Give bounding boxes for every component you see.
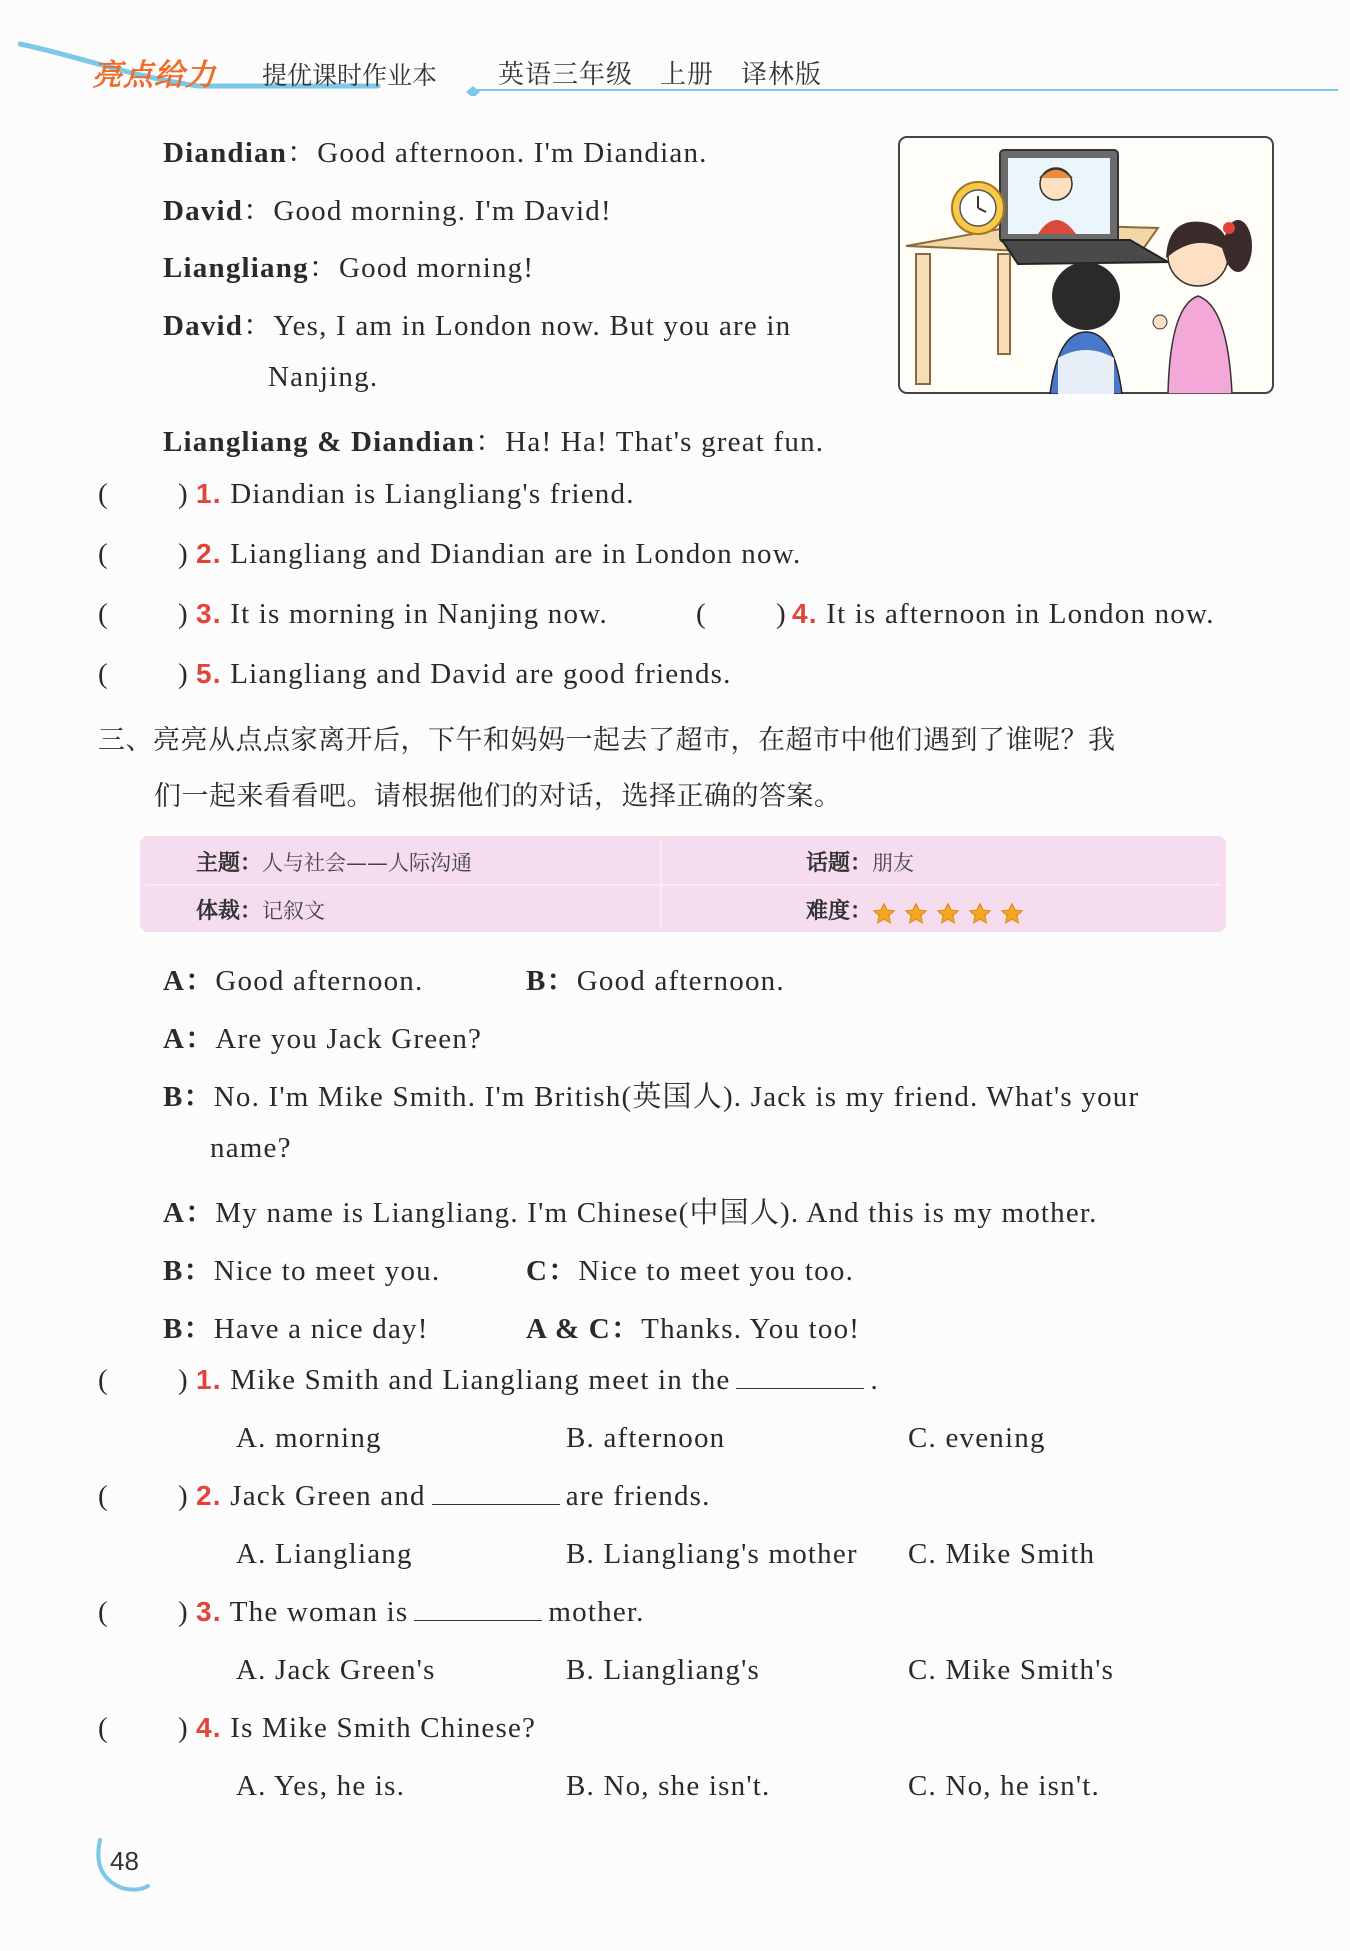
answer-blank[interactable] [414, 1596, 542, 1621]
mc-option-4b[interactable]: B. No, she isn't. [566, 1770, 771, 1802]
illustration-video-call [898, 136, 1274, 394]
answer-paren-open: ( [98, 1596, 108, 1628]
page-number: 48 [110, 1846, 139, 1876]
answer-paren-close: ) [178, 658, 188, 690]
tf-question-5: 5. Liangliang and David are good friends. [196, 658, 732, 690]
mc-option-3b[interactable]: B. Liangliang's [566, 1654, 760, 1686]
answer-paren-close: ) [776, 598, 786, 630]
answer-paren-close: ) [178, 1596, 188, 1628]
answer-blank[interactable] [736, 1364, 864, 1389]
dialogue1-line-3: Liangliang：Good morning! [163, 252, 535, 284]
dialogue1-line-4-cont: Nanjing. [268, 361, 379, 393]
star-icon [904, 902, 928, 926]
answer-paren-open: ( [98, 658, 108, 690]
answer-paren-open: ( [98, 598, 108, 630]
answer-paren-open: ( [98, 478, 108, 510]
answer-paren-close: ) [178, 598, 188, 630]
tf-question-3: 3. It is morning in Nanjing now. [196, 598, 608, 630]
mc-option-4a[interactable]: A. Yes, he is. [236, 1770, 406, 1802]
dialogue2-line-9: A & C：Thanks. You too! [526, 1313, 861, 1345]
answer-paren-open: ( [98, 1480, 108, 1512]
mc-option-1a[interactable]: A. morning [236, 1422, 382, 1454]
section3-instructions-line1: 三、亮亮从点点家离开后，下午和妈妈一起去了超市，在超市中他们遇到了谁呢？我 [98, 725, 1116, 756]
dialogue2-line-5: A：My name is Liangliang. I'm Chinese(中国人). And this is my mother. [163, 1197, 1098, 1229]
difficulty-stars [872, 903, 1032, 922]
mc-option-2b[interactable]: B. Liangliang's mother [566, 1538, 858, 1570]
book-title: 英语三年级 上册 译林版 [498, 60, 823, 90]
tf-question-2: 2. Liangliang and Diandian are in London now. [196, 538, 802, 570]
info-theme: 主题：人与社会——人际沟通 [196, 851, 473, 876]
mc-question-3: 3. The woman is mother. [196, 1596, 645, 1628]
tf-question-4: 4. It is afternoon in London now. [792, 598, 1215, 630]
dialogue2-line-2: B：Good afternoon. [526, 965, 785, 997]
answer-paren-close: ) [178, 1364, 188, 1396]
mc-option-1b[interactable]: B. afternoon [566, 1422, 726, 1454]
mc-question-1: 1. Mike Smith and Liangliang meet in the . [196, 1364, 879, 1396]
info-genre: 体裁：记叙文 [196, 899, 326, 924]
answer-paren-open: ( [696, 598, 706, 630]
dialogue2-line-6: B：Nice to meet you. [163, 1255, 441, 1287]
star-icon [936, 902, 960, 926]
answer-paren-open: ( [98, 1712, 108, 1744]
info-difficulty: 难度： [806, 894, 1032, 926]
mc-question-2: 2. Jack Green and are friends. [196, 1480, 711, 1512]
mc-option-4c[interactable]: C. No, he isn't. [908, 1770, 1100, 1802]
answer-paren-open: ( [98, 1364, 108, 1396]
mc-option-3c[interactable]: C. Mike Smith's [908, 1654, 1115, 1686]
star-icon [1000, 902, 1024, 926]
answer-paren-close: ) [178, 538, 188, 570]
reading-info-box [140, 836, 1226, 932]
mc-option-1c[interactable]: C. evening [908, 1422, 1046, 1454]
answer-paren-close: ) [178, 478, 188, 510]
section3-instructions-line2: 们一起来看看吧。请根据他们的对话，选择正确的答案。 [154, 781, 842, 812]
mc-option-3a[interactable]: A. Jack Green's [236, 1654, 436, 1686]
answer-paren-close: ) [178, 1712, 188, 1744]
dialogue1-line-2: David：Good morning. I'm David! [163, 195, 612, 227]
mc-option-2c[interactable]: C. Mike Smith [908, 1538, 1096, 1570]
dialogue2-line-1: A：Good afternoon. [163, 965, 424, 997]
brand-logo: 亮点给力 [92, 58, 216, 93]
mc-option-2a[interactable]: A. Liangliang [236, 1538, 413, 1570]
star-icon [968, 902, 992, 926]
dialogue2-line-4: B：No. I'm Mike Smith. I'm British(英国人). Jack is my friend. What's your [163, 1081, 1140, 1113]
answer-paren-open: ( [98, 538, 108, 570]
series-name: 提优课时作业本 [262, 61, 438, 90]
dialogue1-line-4: David：Yes, I am in London now. But you are in [163, 310, 792, 342]
dialogue2-line-7: C：Nice to meet you too. [526, 1255, 855, 1287]
dialogue2-line-4-cont: name? [210, 1132, 292, 1164]
dialogue1-line-5: Liangliang & Diandian：Ha! Ha! That's great fun. [163, 426, 825, 458]
info-topic: 话题：朋友 [806, 851, 915, 876]
star-icon [872, 902, 896, 926]
mc-question-4: 4. Is Mike Smith Chinese? [196, 1712, 537, 1744]
dialogue2-line-8: B：Have a nice day! [163, 1313, 429, 1345]
answer-paren-close: ) [178, 1480, 188, 1512]
tf-question-1: 1. Diandian is Liangliang's friend. [196, 478, 635, 510]
answer-blank[interactable] [432, 1480, 560, 1505]
dialogue1-line-1: Diandian：Good afternoon. I'm Diandian. [163, 137, 708, 169]
dialogue2-line-3: A：Are you Jack Green? [163, 1023, 483, 1055]
